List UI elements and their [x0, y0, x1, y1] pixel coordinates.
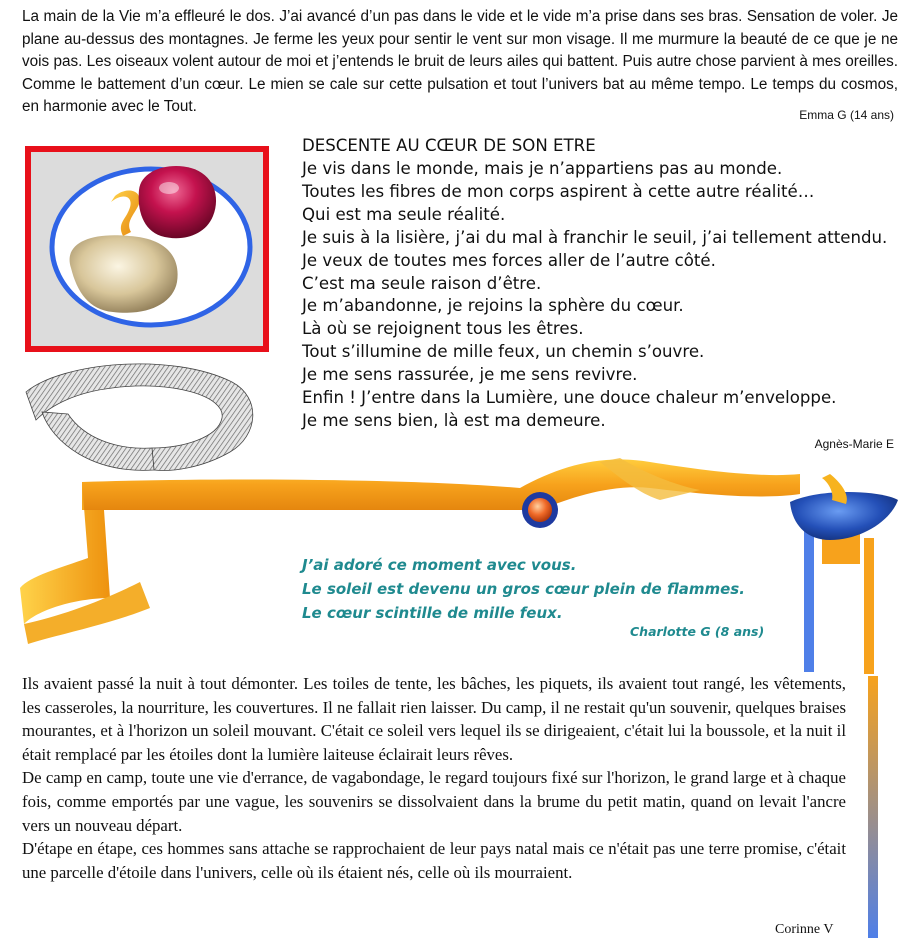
poem-signature: Agnès-Marie E: [814, 437, 894, 451]
child-quote-line: Le soleil est devenu un gros cœur plein de flammes.: [302, 580, 745, 598]
poem-line: Enfin ! J’entre dans la Lumière, une douce chaleur m’enveloppe.: [302, 388, 837, 408]
stones-illustration: [31, 152, 263, 346]
right-margin-bar: [868, 676, 878, 938]
story-paragraph: D'étape en étape, ces hommes sans attache se rapprochaient de leur pays natal mais ce n'était pas une terre promise, c'était une parcelle d'étoile dans l'univers, celle où ils étaient nés, celle où ils mourraient.: [22, 839, 846, 882]
poem-line: Je me sens bien, là est ma demeure.: [302, 410, 606, 430]
story-text: [22, 672, 846, 884]
story-signature: Corinne V: [775, 922, 834, 937]
poem-title: DESCENTE AU CŒUR DE SON ETRE: [302, 136, 596, 155]
poem-line: Je veux de toutes mes forces aller de l’autre côté.: [302, 250, 716, 270]
child-signature: Charlotte G (8 ans): [630, 624, 765, 639]
intro-paragraph: La main de la Vie m’a effleuré le dos. J’ai avancé d’un pas dans le vide et le vide m’a prise dans ses bras. Sensation de voler. Je plane au-dessus des montagnes. Je ferme les yeux pour sentir le vent sur mon visage. Il me murmure la beauté de ce que je ne vois pas. Les oiseaux volent autour de moi et j’entends le bruit de leurs ailes qui battent. Puis autre chose parvient à mes oreilles. Comme le battement d’un cœur. Le mien se cale sur cette pulsation et tout l’univers bat au même tempo. Le temps du cosmos, en harmonie avec le Tout.: [22, 8, 898, 115]
poem-line: C’est ma seule raison d’être.: [302, 273, 542, 293]
story-paragraph: Ils avaient passé la nuit à tout démonter. Les toiles de tente, les bâches, les piquets, ils avaient tout rangé, les vêtements, les casseroles, la nourriture, les couvertures. Il ne fallait rien laisser. Du camp, il ne restait qu'un souvenir, quelques braises mourantes, et à l'horizon un soleil mouvant. C'était ce soleil vers lequel ils se dirigeaient, c'était lui la boussole, et la nuit il était remplacé par les étoiles dont la lumière laiteuse éclairait leurs rêves.: [22, 674, 846, 764]
intro-signature: Emma G (14 ans): [799, 108, 894, 122]
story-paragraph: De camp en camp, toute une vie d'errance, de vagabondage, le regard toujours fixé sur l'horizon, le grand large et à chaque fois, comme emportés par une vague, les souvenirs se dissolvaient dans la brume du petit matin, quand on levait l'ancre vers un nouveau départ.: [22, 768, 846, 835]
poem-line: Tout s’illumine de mille feux, un chemin s’ouvre.: [302, 342, 705, 362]
stones-picture-frame: [25, 146, 269, 352]
child-quote: [302, 553, 745, 625]
poem-line: Je suis à la lisière, j’ai du mal à franchir le seuil, j’ai tellement attendu.: [302, 227, 888, 247]
poem-line: Je me sens rassurée, je me sens revivre.: [302, 365, 638, 385]
poem-line: Toutes les fibres de mon corps aspirent à cette autre réalité…: [302, 181, 815, 201]
poem-line: Je m’abandonne, je rejoins la sphère du cœur.: [302, 296, 684, 316]
child-quote-line: J’ai adoré ce moment avec vous.: [302, 556, 577, 574]
ruby-stone: [139, 166, 216, 238]
poem-line: Je vis dans le monde, mais je n’appartiens pas au monde.: [302, 159, 783, 178]
poem-line: Qui est ma seule réalité.: [302, 204, 506, 224]
child-quote-line: Le cœur scintille de mille feux.: [302, 604, 563, 622]
poem-body: [302, 158, 887, 433]
poem-line: Là où se rejoignent tous les êtres.: [302, 319, 584, 339]
